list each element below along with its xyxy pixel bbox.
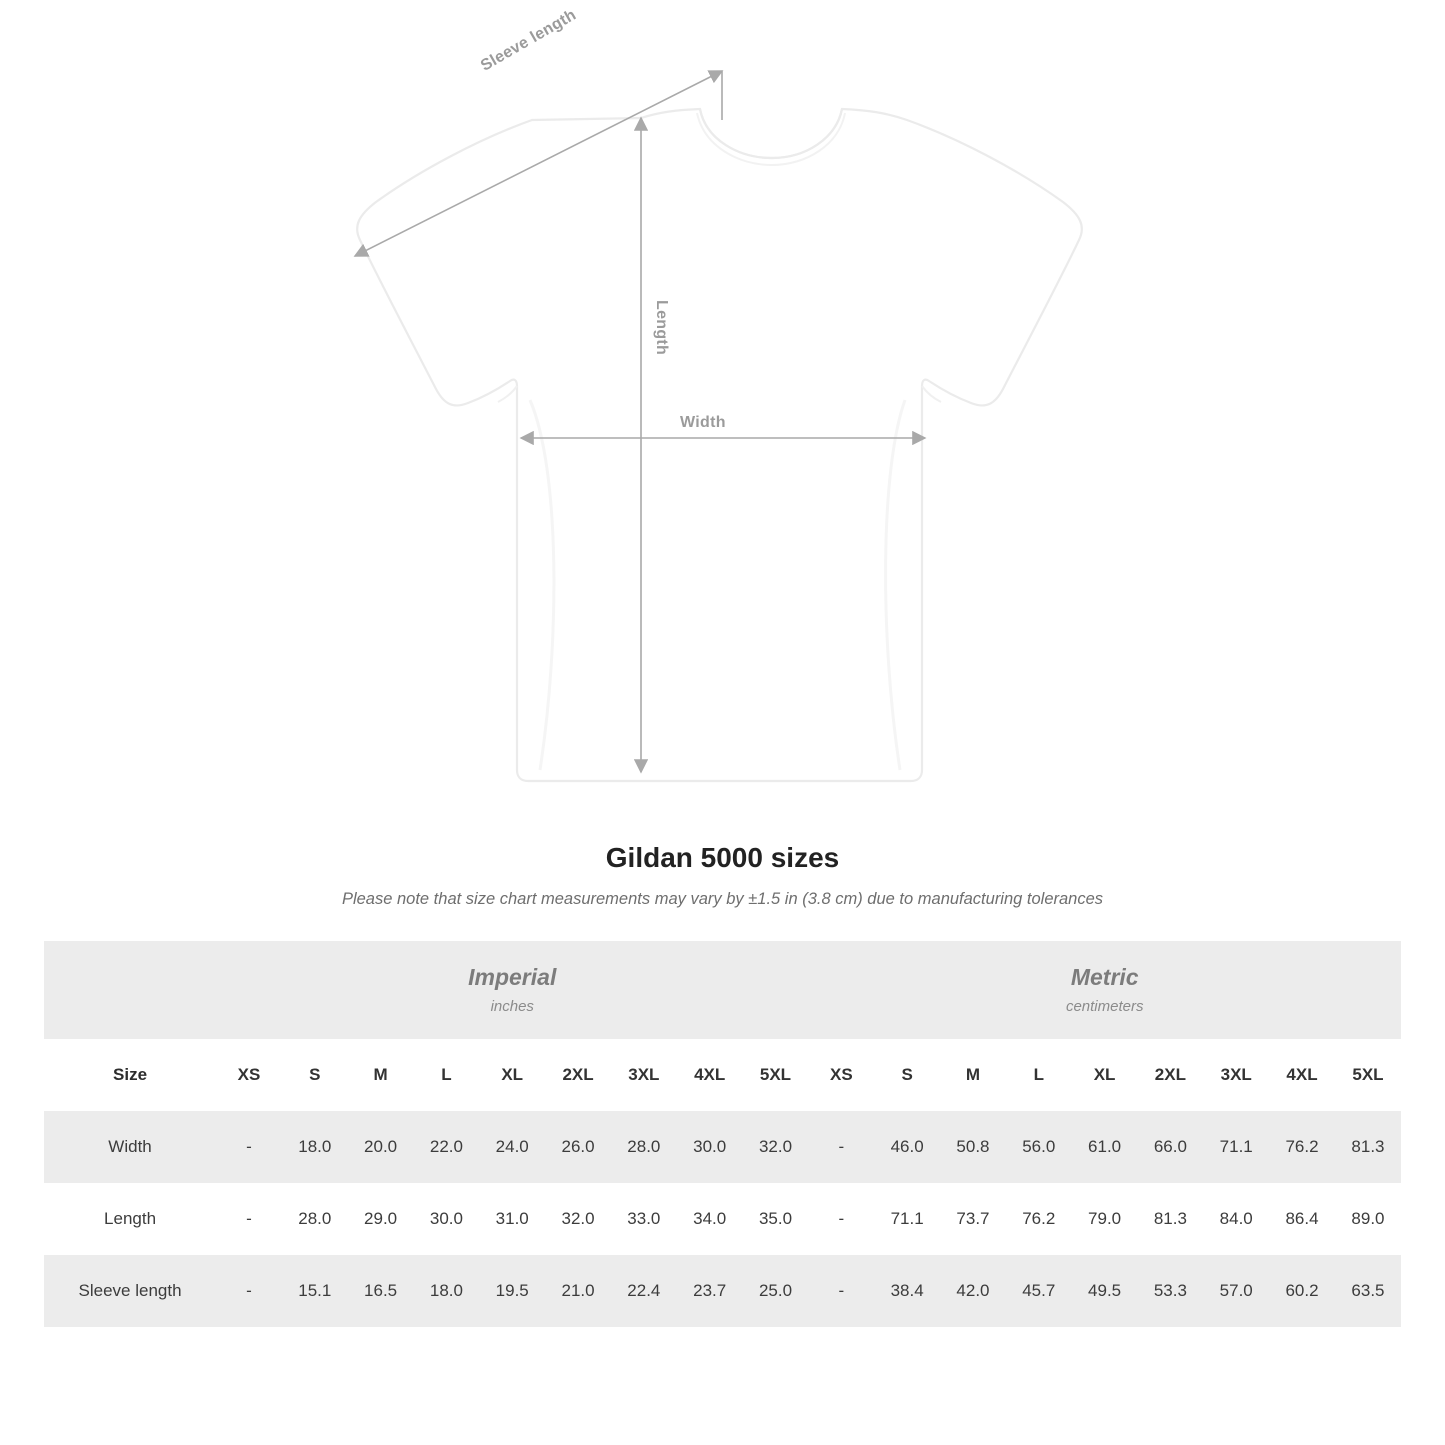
unit-imperial-name: Imperial <box>468 964 557 990</box>
unit-imperial-sub: inches <box>490 997 534 1015</box>
cell-length-imperial-m: 29.0 <box>348 1183 414 1255</box>
size-col-imperial-l: L <box>414 1039 480 1111</box>
cell-width-metric-l: 56.0 <box>1006 1111 1072 1183</box>
cell-length-metric-s: 71.1 <box>874 1183 940 1255</box>
size-col-metric-2xl: 2XL <box>1137 1039 1203 1111</box>
size-col-metric-xs: XS <box>808 1039 874 1111</box>
cell-length-metric-2xl: 81.3 <box>1137 1183 1203 1255</box>
size-col-metric-m: M <box>940 1039 1006 1111</box>
cell-length-imperial-xs: - <box>216 1183 282 1255</box>
table-row <box>44 1255 1401 1327</box>
size-col-imperial-s: S <box>282 1039 348 1111</box>
cell-width-imperial-l: 22.0 <box>414 1111 480 1183</box>
unit-header-row <box>44 941 1401 1039</box>
size-col-metric-4xl: 4XL <box>1269 1039 1335 1111</box>
unit-metric-name: Metric <box>1070 964 1139 990</box>
cell-width-metric-5xl: 81.3 <box>1335 1111 1401 1183</box>
sleeve-length-label: Sleeve length <box>478 6 580 75</box>
cell-width-imperial-m: 20.0 <box>348 1111 414 1183</box>
unit-metric-sub: centimeters <box>1065 997 1144 1015</box>
size-col-imperial-xl: XL <box>479 1039 545 1111</box>
cell-sleeve-metric-5xl: 63.5 <box>1335 1255 1401 1327</box>
cell-length-imperial-4xl: 34.0 <box>677 1183 743 1255</box>
tolerance-note: Please note that size chart measurements may vary by ±1.5 in (3.8 cm) due to manufacturing tolerances <box>341 890 1104 908</box>
cell-sleeve-metric-l: 45.7 <box>1006 1255 1072 1327</box>
cell-sleeve-imperial-5xl: 25.0 <box>743 1255 809 1327</box>
unit-group-metric <box>808 941 1401 1039</box>
row-label-width: Width <box>44 1111 216 1183</box>
cell-sleeve-metric-4xl: 60.2 <box>1269 1255 1335 1327</box>
cell-sleeve-imperial-xl: 19.5 <box>479 1255 545 1327</box>
cell-length-metric-xl: 79.0 <box>1072 1183 1138 1255</box>
cell-width-metric-m: 50.8 <box>940 1111 1006 1183</box>
cell-width-imperial-2xl: 26.0 <box>545 1111 611 1183</box>
row-label-sleeve-length: Sleeve length <box>44 1255 216 1327</box>
cell-length-metric-m: 73.7 <box>940 1183 1006 1255</box>
length-label: Length <box>653 300 670 356</box>
size-col-metric-s: S <box>874 1039 940 1111</box>
cell-length-imperial-s: 28.0 <box>282 1183 348 1255</box>
chart-title-block <box>0 842 1445 909</box>
cell-length-imperial-xl: 31.0 <box>479 1183 545 1255</box>
cell-length-metric-xs: - <box>808 1183 874 1255</box>
cell-width-imperial-4xl: 30.0 <box>677 1111 743 1183</box>
size-col-imperial-xs: XS <box>216 1039 282 1111</box>
page-title: Gildan 5000 sizes <box>605 842 840 873</box>
size-header-label: Size <box>44 1039 216 1111</box>
tshirt-shape <box>357 109 1082 781</box>
size-col-imperial-5xl: 5XL <box>743 1039 809 1111</box>
cell-length-imperial-2xl: 32.0 <box>545 1183 611 1255</box>
width-label: Width <box>680 414 726 431</box>
cell-sleeve-metric-s: 38.4 <box>874 1255 940 1327</box>
cell-length-metric-5xl: 89.0 <box>1335 1183 1401 1255</box>
size-col-metric-xl: XL <box>1072 1039 1138 1111</box>
row-label-length: Length <box>44 1183 216 1255</box>
cell-sleeve-imperial-3xl: 22.4 <box>611 1255 677 1327</box>
cell-width-metric-2xl: 66.0 <box>1137 1111 1203 1183</box>
cell-width-metric-xl: 61.0 <box>1072 1111 1138 1183</box>
cell-width-imperial-5xl: 32.0 <box>743 1111 809 1183</box>
cell-sleeve-metric-2xl: 53.3 <box>1137 1255 1203 1327</box>
size-col-imperial-m: M <box>348 1039 414 1111</box>
cell-sleeve-imperial-xs: - <box>216 1255 282 1327</box>
cell-length-metric-4xl: 86.4 <box>1269 1183 1335 1255</box>
cell-width-imperial-3xl: 28.0 <box>611 1111 677 1183</box>
unit-group-imperial <box>216 941 808 1039</box>
table-row <box>44 1183 1401 1255</box>
size-table-wrapper <box>44 941 1401 1327</box>
cell-width-metric-3xl: 71.1 <box>1203 1111 1269 1183</box>
cell-width-imperial-s: 18.0 <box>282 1111 348 1183</box>
size-col-metric-3xl: 3XL <box>1203 1039 1269 1111</box>
size-col-metric-l: L <box>1006 1039 1072 1111</box>
cell-sleeve-metric-xs: - <box>808 1255 874 1327</box>
cell-width-metric-4xl: 76.2 <box>1269 1111 1335 1183</box>
cell-width-metric-xs: - <box>808 1111 874 1183</box>
unit-spacer-cell <box>44 941 216 1039</box>
cell-width-imperial-xs: - <box>216 1111 282 1183</box>
cell-width-imperial-xl: 24.0 <box>479 1111 545 1183</box>
size-col-imperial-3xl: 3XL <box>611 1039 677 1111</box>
cell-sleeve-imperial-4xl: 23.7 <box>677 1255 743 1327</box>
cell-length-metric-3xl: 84.0 <box>1203 1183 1269 1255</box>
size-col-imperial-4xl: 4XL <box>677 1039 743 1111</box>
cell-sleeve-imperial-l: 18.0 <box>414 1255 480 1327</box>
cell-sleeve-imperial-s: 15.1 <box>282 1255 348 1327</box>
size-col-imperial-2xl: 2XL <box>545 1039 611 1111</box>
cell-length-imperial-l: 30.0 <box>414 1183 480 1255</box>
table-row <box>44 1111 1401 1183</box>
cell-width-metric-s: 46.0 <box>874 1111 940 1183</box>
cell-length-imperial-3xl: 33.0 <box>611 1183 677 1255</box>
cell-length-metric-l: 76.2 <box>1006 1183 1072 1255</box>
cell-sleeve-imperial-2xl: 21.0 <box>545 1255 611 1327</box>
size-col-metric-5xl: 5XL <box>1335 1039 1401 1111</box>
size-header-row <box>44 1039 1401 1111</box>
size-table <box>44 941 1401 1327</box>
cell-length-imperial-5xl: 35.0 <box>743 1183 809 1255</box>
cell-sleeve-metric-3xl: 57.0 <box>1203 1255 1269 1327</box>
cell-sleeve-metric-m: 42.0 <box>940 1255 1006 1327</box>
cell-sleeve-metric-xl: 49.5 <box>1072 1255 1138 1327</box>
cell-sleeve-imperial-m: 16.5 <box>348 1255 414 1327</box>
